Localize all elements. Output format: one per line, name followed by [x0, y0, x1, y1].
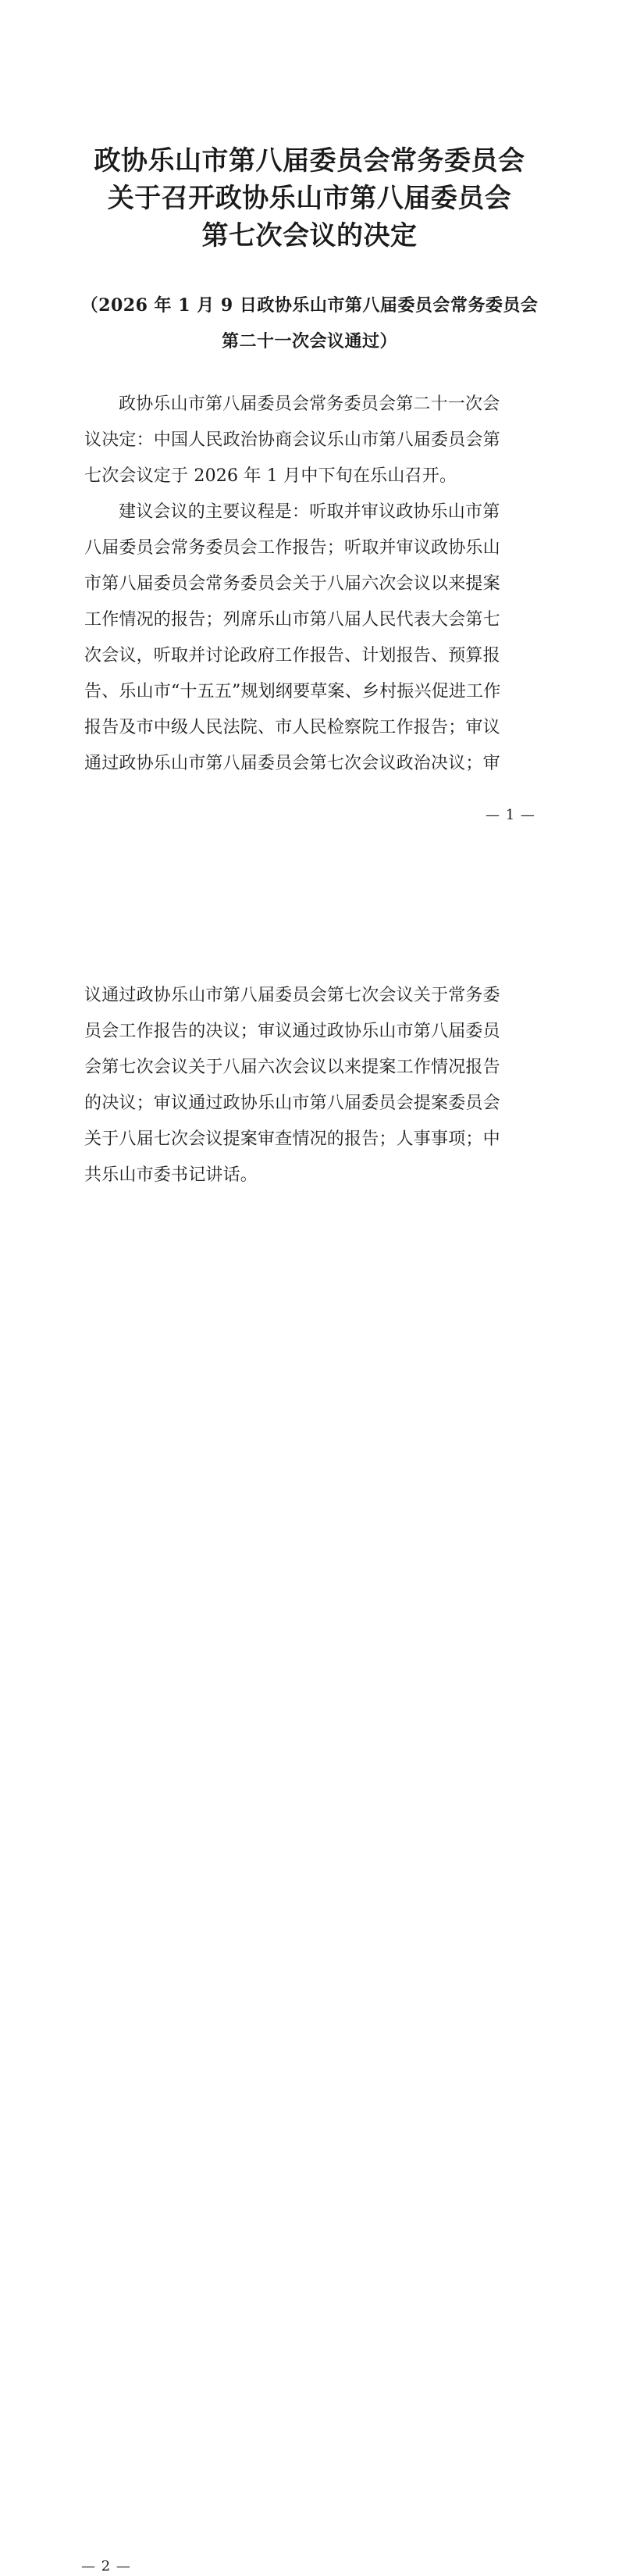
- page-number: — 2 —: [81, 2558, 131, 2574]
- paragraph-line: 共乐山市委书记讲话。: [84, 1165, 258, 1185]
- title-line: 第七次会议的决定: [201, 220, 418, 252]
- paragraph-line: 市第八届委员会常务委员会关于八届六次会议以来提案: [84, 574, 500, 594]
- paragraph-line: 政协乐山市第八届委员会常务委员会第二十一次会: [119, 394, 500, 414]
- adoption-note: [78, 287, 541, 359]
- paragraph-line: 工作情况的报告；列席乐山市第八届人民代表大会第七: [84, 610, 500, 630]
- paragraph-decision: [84, 387, 539, 494]
- paragraph-line: 员会工作报告的决议；审议通过政协乐山市第八届委员: [84, 1022, 500, 1041]
- paragraph-line: 八届委员会常务委员会工作报告；听取并审议政协乐山: [84, 538, 500, 558]
- paragraph-line: 会第七次会议关于八届六次会议以来提案工作情况报告: [84, 1058, 500, 1077]
- paragraph-line: 通过政协乐山市第八届委员会第七次会议政治决议；审: [84, 754, 500, 773]
- paragraph-line: 议通过政协乐山市第八届委员会第七次会议关于常务委: [84, 986, 500, 1005]
- paragraph-agenda: [84, 494, 539, 782]
- page-number: — 1 —: [486, 807, 535, 823]
- paragraph-line: 报告及市中级人民法院、市人民检察院工作报告；审议: [84, 718, 500, 737]
- paragraph-line: 建议会议的主要议程是：听取并审议政协乐山市第: [119, 502, 500, 522]
- paragraph-line: 议决定：中国人民政治协商会议乐山市第八届委员会第: [84, 430, 500, 450]
- adoption-note-line: 第二十一次会议通过）: [221, 331, 397, 351]
- title-line: 政协乐山市第八届委员会常务委员会: [94, 145, 525, 177]
- title-line: 关于召开政协乐山市第八届委员会: [107, 183, 512, 214]
- paragraph-line: 七次会议定于 2026 年 1 月中下旬在乐山召开。: [84, 466, 457, 486]
- paragraph-line: 告、乐山市“十五五”规划纲要草案、乡村振兴促进工作: [84, 682, 501, 701]
- paragraph-line: 关于八届七次会议提案审查情况的报告；人事事项；中: [84, 1129, 500, 1149]
- document-page-1: [0, 0, 619, 876]
- paragraph-agenda-continued: [84, 978, 539, 1193]
- paragraph-line: 的决议；审议通过政协乐山市第八届委员会提案委员会: [84, 1094, 500, 1113]
- paragraph-line: 次会议，听取并讨论政府工作报告、计划报告、预算报: [84, 646, 500, 665]
- document-title: [0, 142, 619, 255]
- adoption-note-line: （2026 年 1 月 9 日政协乐山市第八届委员会常务委员会: [80, 295, 539, 316]
